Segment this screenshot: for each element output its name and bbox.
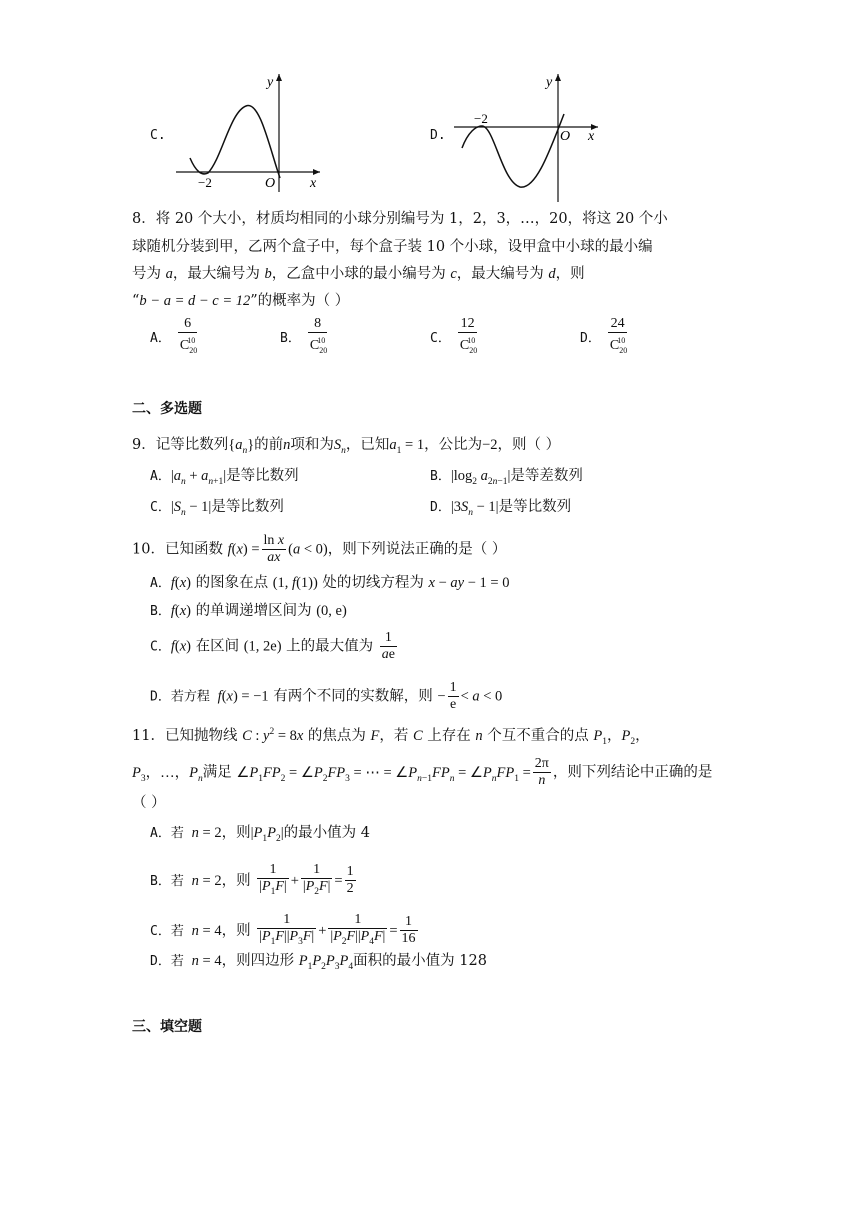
q11-line1: 11．已知抛物线 C : $y^2 = 8x$ 的焦点为 F，若 C 上存在 n 个互不重合的点 $P_1$，$P_2$， xyxy=(132,727,650,747)
q11-line2: $P_3$，…，$P_n$满足 $\angle P_1FP_2$ = $\angle P_2FP_3$ = ⋯ = $\angle P_{n-1}FP_n$ = $\angle P_nFP_1$ = $\frac{2\pi}{n}$ ，则下列结论中正确的是 xyxy=(132,756,713,788)
tick-neg2: −2 xyxy=(198,175,212,190)
y-axis-arrow xyxy=(276,74,282,81)
q10-option-a[interactable]: A．f(x) 的图象在点 (1, f(1)) 处的切线方程为 x − ay − 1 = 0 xyxy=(150,575,510,591)
q8-option-c[interactable]: C． $\frac{12}{C_{20}^{10}}$ xyxy=(430,316,478,355)
q10-option-b[interactable]: B．f(x) 的单调递增区间为 (0, e) xyxy=(150,603,347,619)
section-heading-multiple-choice: 二、多选题 xyxy=(132,401,202,417)
q9-option-c[interactable]: C．$|S_n - 1|$是等比数列 xyxy=(150,499,284,518)
x-label: x xyxy=(588,129,595,144)
q8-line1: 8．将 20 个大小，材质均相同的小球分别编号为 1，2，3，…，20，将这 20 个小 xyxy=(132,211,668,227)
q11-line3: （ ） xyxy=(132,795,166,811)
x-label: x xyxy=(310,176,317,191)
section-heading-fill-in: 三、填空题 xyxy=(132,1019,202,1035)
q8-line4: “b − a = d − c = 12”的概率为（ ） xyxy=(132,293,350,309)
q9-option-a[interactable]: A．$|a_n + a_{n+1}|$是等比数列 xyxy=(150,468,299,487)
q11-option-a[interactable]: A．若 n = 2，则$|P_1P_2|$的最小值为 4 xyxy=(150,825,370,844)
q8-line2: 球随机分装到甲，乙两个盒子中，每个盒子装 10 个小球，设甲盒中小球的最小编 xyxy=(132,239,653,255)
q10-option-c[interactable]: C．f(x) 在区间 (1, 2e) 上的最大值为 $\frac{1}{ae}$ xyxy=(150,630,395,662)
q11-option-c[interactable]: C．若 n = 4，则 $\frac{1}{|P_1F||P_3F|}$ + $\frac{1}{|P_2F||P_4F|}$ = $\frac{1}{16}$ xyxy=(150,912,416,947)
x-axis-arrow xyxy=(313,169,320,175)
q10-stem: 10．已知函数 f(x) = $\frac{\text{ln x}}{ax}$ (a < 0)，则下列说法正确的是（ ） xyxy=(132,533,507,565)
origin-label: O xyxy=(265,176,276,191)
q8-option-a[interactable]: A． $\frac{6}{C_{20}^{10}}$ xyxy=(150,316,198,355)
q8-option-b[interactable]: B． $\frac{8}{C_{20}^{10}}$ xyxy=(280,316,328,355)
q11-option-b[interactable]: B．若 n = 2，则 $\frac{1}{|P_1F|}$ + $\frac{1}{|P_2F|}$ = $\frac{1}{2}$ xyxy=(150,862,354,897)
q9-option-d[interactable]: D．$|3S_n - 1|$是等比数列 xyxy=(430,499,572,518)
option-d-label: D. xyxy=(430,128,446,143)
q9-stem: 9．记等比数列$\{a_n\}$的前n项和为$S_n$，已知$a_1 = 1$，公比为−2，则（ ） xyxy=(132,437,561,456)
y-label: y xyxy=(546,75,553,90)
q8-line3: 号为 a，最大编号为 b，乙盒中小球的最小编号为 c，最大编号为 d，则 xyxy=(132,266,585,282)
option-c-graph xyxy=(170,70,330,195)
q9-option-b[interactable]: B．$|\log_2$ $a_{2n-1}|$是等差数列 xyxy=(430,468,583,487)
tick-neg2: −2 xyxy=(474,111,488,126)
q11-option-d[interactable]: D．若 n = 4，则四边形 $P_1P_2P_3P_4$面积的最小值为 128 xyxy=(150,953,487,972)
q8-option-d[interactable]: D． $\frac{24}{C_{20}^{10}}$ xyxy=(580,316,628,355)
origin-label: O xyxy=(560,129,571,144)
y-axis-arrow xyxy=(555,74,561,81)
option-c-label: C. xyxy=(150,128,166,143)
y-label: y xyxy=(267,75,274,90)
q10-option-d[interactable]: D．若方程 f(x) = −1 有两个不同的实数解，则 − $\frac{1}{e}$ < a < 0 xyxy=(150,680,503,712)
option-d-graph xyxy=(450,70,610,205)
curve xyxy=(190,106,280,178)
